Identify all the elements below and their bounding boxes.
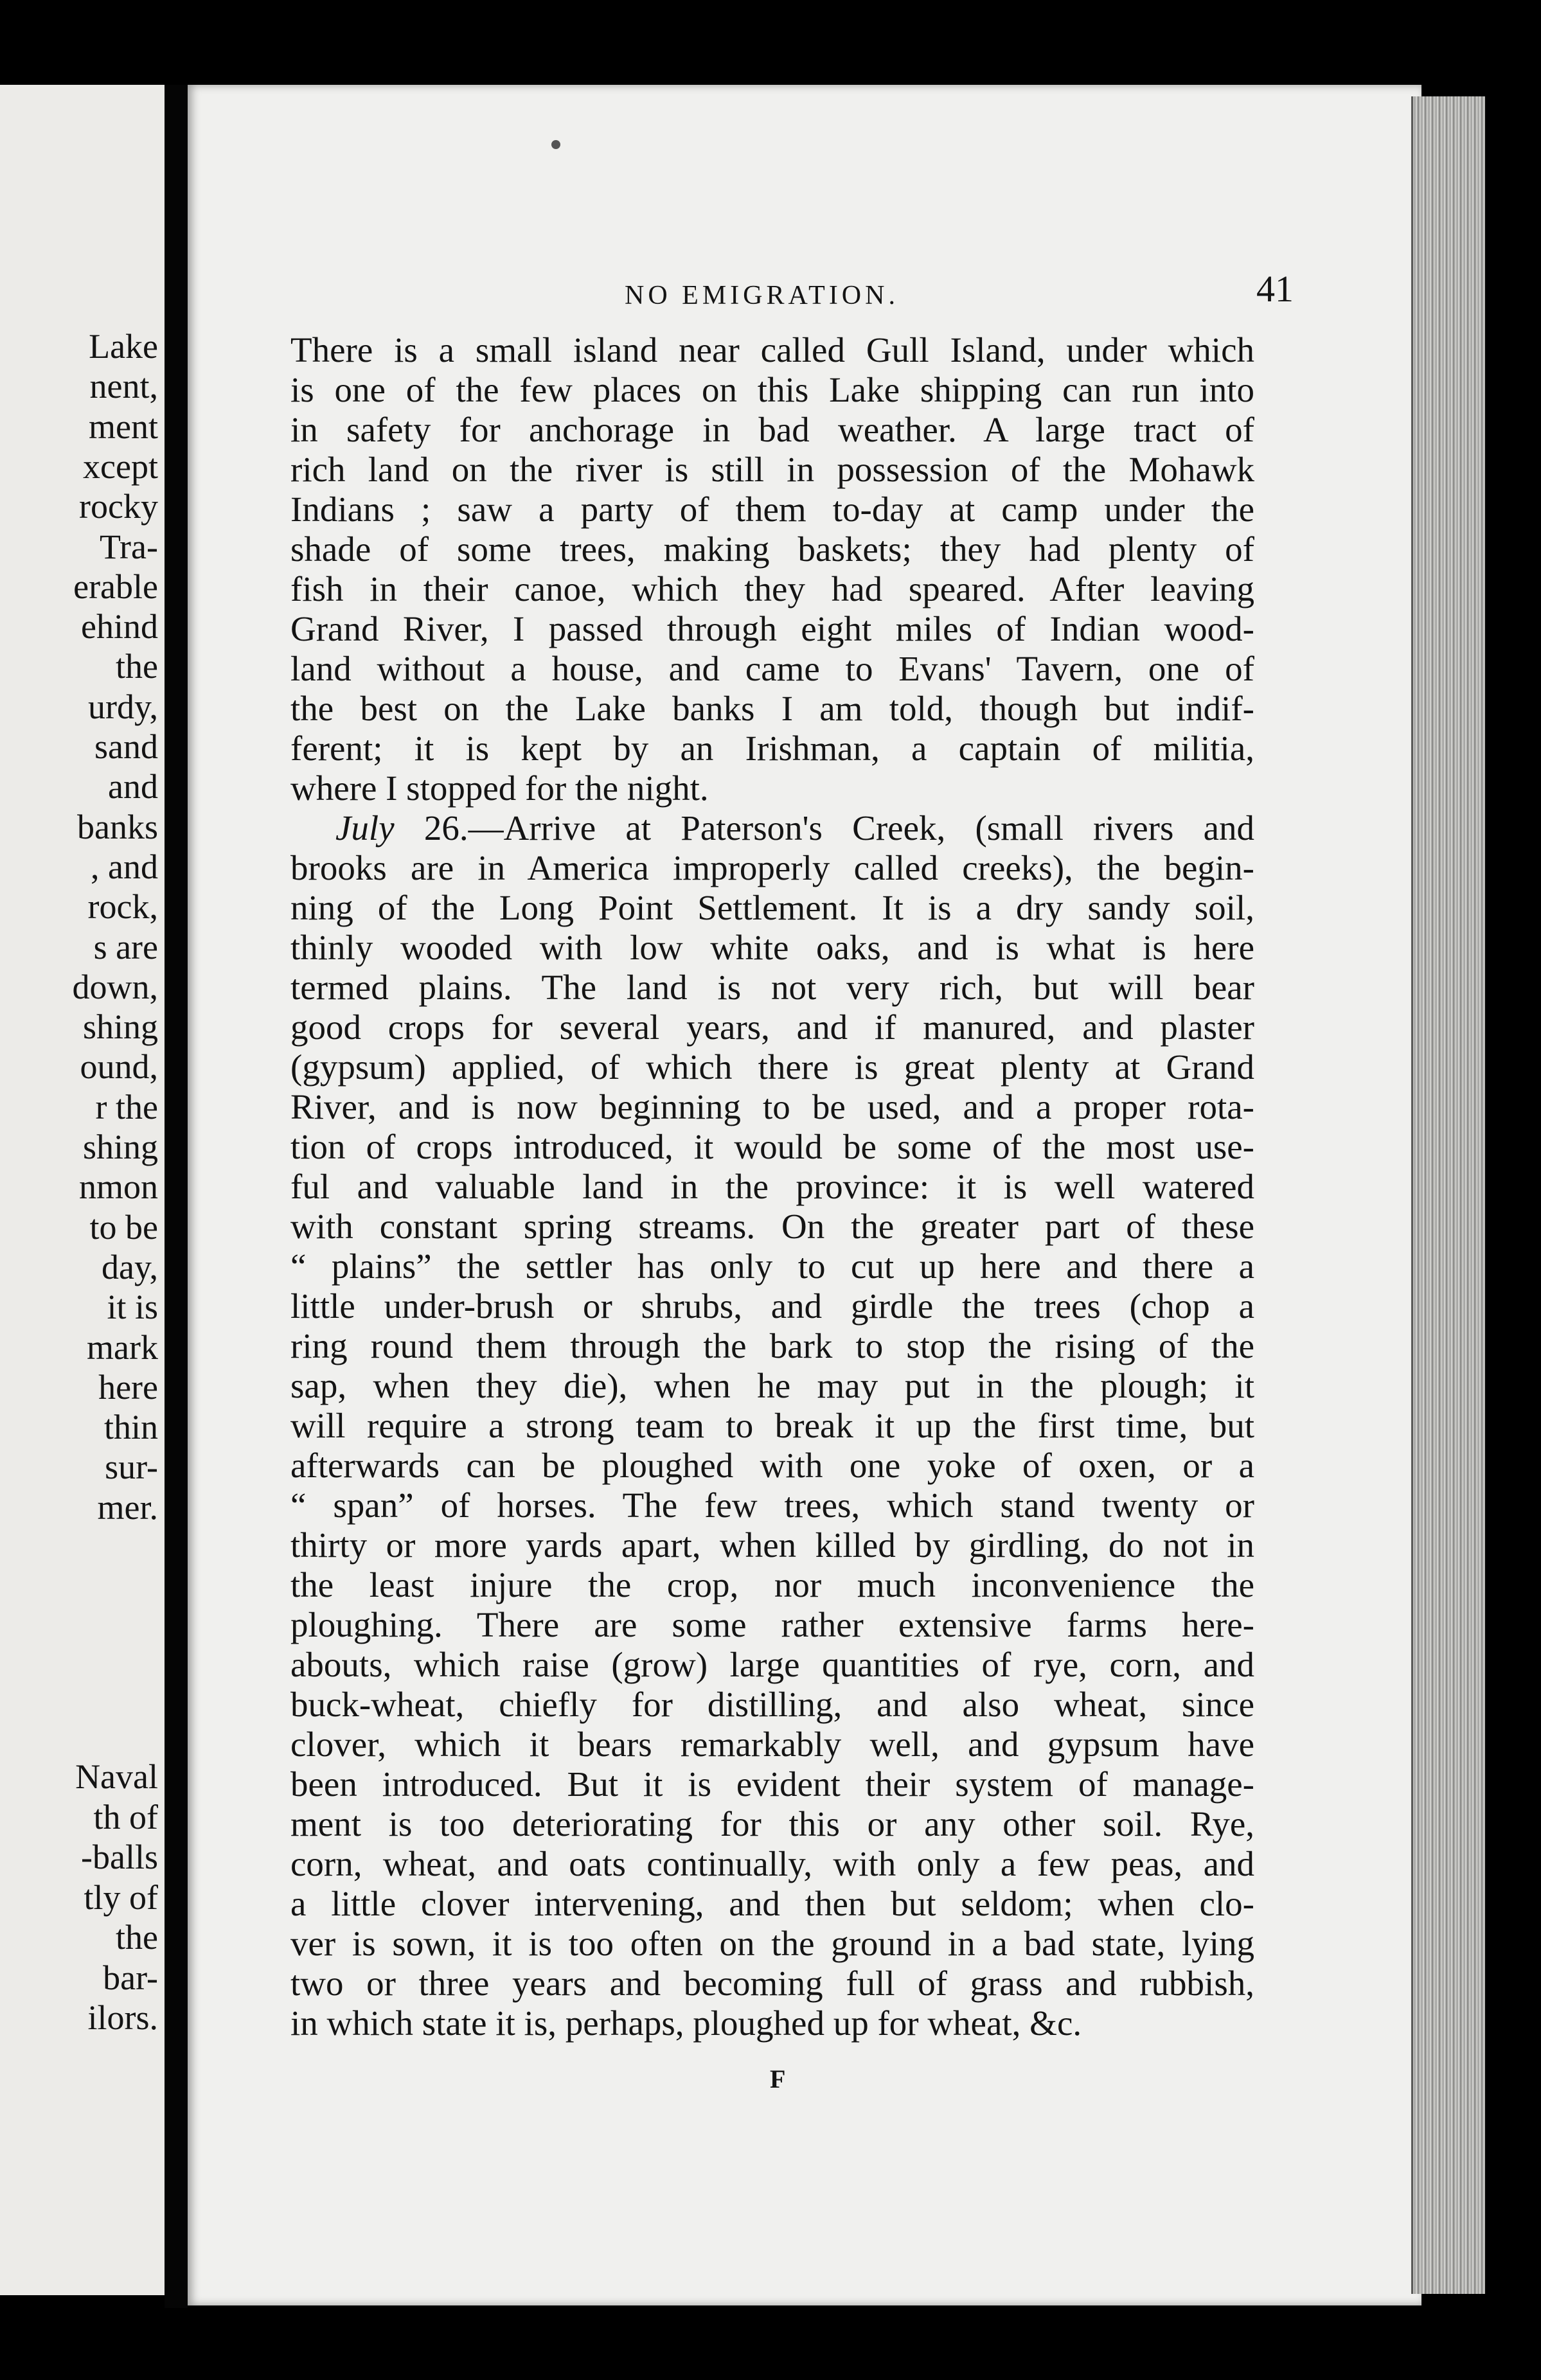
left-page-line: ment (89, 407, 158, 446)
left-page-line: here (98, 1367, 158, 1407)
text-line: ver is sown, it is too often on the ground in a bad state, lying (290, 1924, 1254, 1963)
text-line: with constant spring streams. On the greater part of these (290, 1207, 1254, 1246)
text-line: fish in their canoe, which they had speared. After leaving (290, 569, 1254, 608)
text-line: ning of the Long Point Settlement. It is a dry sandy soil, (290, 888, 1254, 927)
ink-speck (551, 140, 560, 149)
left-page-line: shing (82, 1128, 158, 1166)
left-page-line: tly of (84, 1878, 158, 1917)
text-line: tion of crops introduced, it would be some of the most use- (290, 1127, 1254, 1166)
left-page-line: , and (91, 847, 158, 886)
left-page-line: mark (87, 1328, 158, 1367)
text-line: “ span” of horses. The few trees, which stand twenty or (290, 1486, 1254, 1525)
left-page-line: Naval (75, 1757, 158, 1796)
left-page-line: Lake (89, 327, 158, 366)
text-line: where I stopped for the night. (290, 768, 709, 808)
text-line: in safety for anchorage in bad weather. A large tract of (290, 410, 1254, 449)
text-line: little under-brush or shrubs, and girdle the trees (chop a (290, 1286, 1254, 1326)
left-page-line: mer. (97, 1487, 158, 1527)
running-head: NO EMIGRATION. (625, 281, 899, 310)
text-line: will require a strong team to break it up the first time, but (290, 1406, 1254, 1445)
left-page-line: Tra- (99, 527, 158, 566)
left-page-line: it is (107, 1288, 158, 1327)
book-page (188, 85, 1421, 2305)
left-page-line: nmon (78, 1168, 158, 1207)
left-page-line: and (108, 767, 158, 806)
left-page-line: the (116, 1918, 158, 1957)
text-line: afterwards can be ploughed with one yoke of oxen, or a (290, 1446, 1254, 1485)
text-line: brooks are in America improperly called creeks), the begin- (290, 848, 1254, 887)
page-number: 41 (1256, 268, 1294, 310)
text-line: ferent; it is kept by an Irishman, a captain of militia, (290, 729, 1254, 768)
previous-page-fragment (0, 85, 167, 2295)
text-line: termed plains. The land is not very rich, but will bear (290, 968, 1254, 1007)
text-line: River, and is now beginning to be used, and a proper rota- (290, 1087, 1254, 1126)
left-page-line: sand (94, 727, 158, 766)
left-page-line: r the (95, 1087, 158, 1126)
text-line: thinly wooded with low white oaks, and is what is here (290, 928, 1254, 967)
left-page-line: day, (102, 1247, 158, 1286)
text-line: thirty or more yards apart, when killed by girdling, do not in (290, 1525, 1254, 1565)
text-line: sap, when they die), when he may put in the plough; it (290, 1366, 1254, 1405)
left-page-line: th of (93, 1797, 158, 1836)
page-text (290, 330, 1254, 2043)
text-line (290, 808, 1254, 848)
left-page-line: ehind (81, 607, 158, 646)
text-line: is one of the few places on this Lake shipping can run into (290, 370, 1254, 409)
left-page-line: -balls (81, 1838, 158, 1876)
text-line: in which state it is, perhaps, ploughed up for wheat, &c. (290, 2003, 1082, 2043)
text-line: buck-wheat, chiefly for distilling, and also wheat, since (290, 1685, 1254, 1724)
date-label: July (335, 808, 395, 848)
left-page-line: nent, (89, 367, 158, 406)
text-line: There is a small island near called Gull Island, under which (290, 330, 1254, 369)
left-page-line: ound, (80, 1047, 158, 1087)
left-page-line: xcept (83, 447, 158, 486)
page-header (188, 266, 1421, 317)
text-line: corn, wheat, and oats continually, with only a few peas, and (290, 1844, 1254, 1883)
left-page-line: thin (103, 1408, 158, 1447)
text-line: the least injure the crop, nor much inconvenience the (290, 1565, 1254, 1604)
text-line: ring round them through the bark to stop the rising of the (290, 1326, 1254, 1365)
left-page-line: rocky (79, 487, 158, 526)
left-page-line: to be (89, 1207, 158, 1247)
text-line: shade of some trees, making baskets; they had plenty of (290, 529, 1254, 569)
text-line: ploughing. There are some rather extensive farms here- (290, 1605, 1254, 1644)
left-page-line: s are (93, 927, 158, 966)
text-line-rest: 26.—Arrive at Paterson's Creek, (small rivers and (394, 808, 1254, 848)
text-line: ment is too deteriorating for this or any other soil. Rye, (290, 1804, 1254, 1843)
text-line: two or three years and becoming full of grass and rubbish, (290, 1964, 1254, 2003)
left-page-line: erable (73, 567, 158, 606)
text-line: Indians ; saw a party of them to-day at camp under the (290, 490, 1254, 529)
text-line: rich land on the river is still in possession of the Mohawk (290, 450, 1254, 489)
page-edges (1411, 96, 1485, 2294)
left-page-line: the (116, 647, 158, 686)
book-gutter (165, 85, 188, 2308)
text-line: Grand River, I passed through eight miles of Indian wood- (290, 609, 1254, 648)
left-page-line: sur- (105, 1448, 158, 1487)
text-line: land without a house, and came to Evans' Tavern, one of (290, 649, 1254, 688)
text-line: a little clover intervening, and then but seldom; when clo- (290, 1884, 1254, 1923)
text-line: abouts, which raise (grow) large quantities of rye, corn, and (290, 1645, 1254, 1684)
left-page-line: banks (77, 807, 158, 846)
text-line: (gypsum) applied, of which there is great plenty at Grand (290, 1047, 1254, 1087)
signature-mark: F (770, 2065, 786, 2093)
left-page-line: bar- (103, 1958, 158, 1997)
text-line: clover, which it bears remarkably well, and gypsum have (290, 1725, 1254, 1764)
text-line: the best on the Lake banks I am told, though but indif- (290, 689, 1254, 728)
text-line: ful and valuable land in the province: it is well watered (290, 1167, 1254, 1206)
left-page-line: shing (82, 1008, 158, 1047)
text-line: good crops for several years, and if manured, and plaster (290, 1008, 1254, 1047)
text-line: been introduced. But it is evident their system of manage- (290, 1764, 1254, 1804)
text-line: “ plains” the settler has only to cut up here and there a (290, 1247, 1254, 1286)
left-page-line: urdy, (88, 687, 158, 726)
left-page-line: ilors. (87, 1998, 158, 2037)
left-page-line: down, (72, 967, 158, 1006)
left-page-line: rock, (87, 887, 158, 927)
